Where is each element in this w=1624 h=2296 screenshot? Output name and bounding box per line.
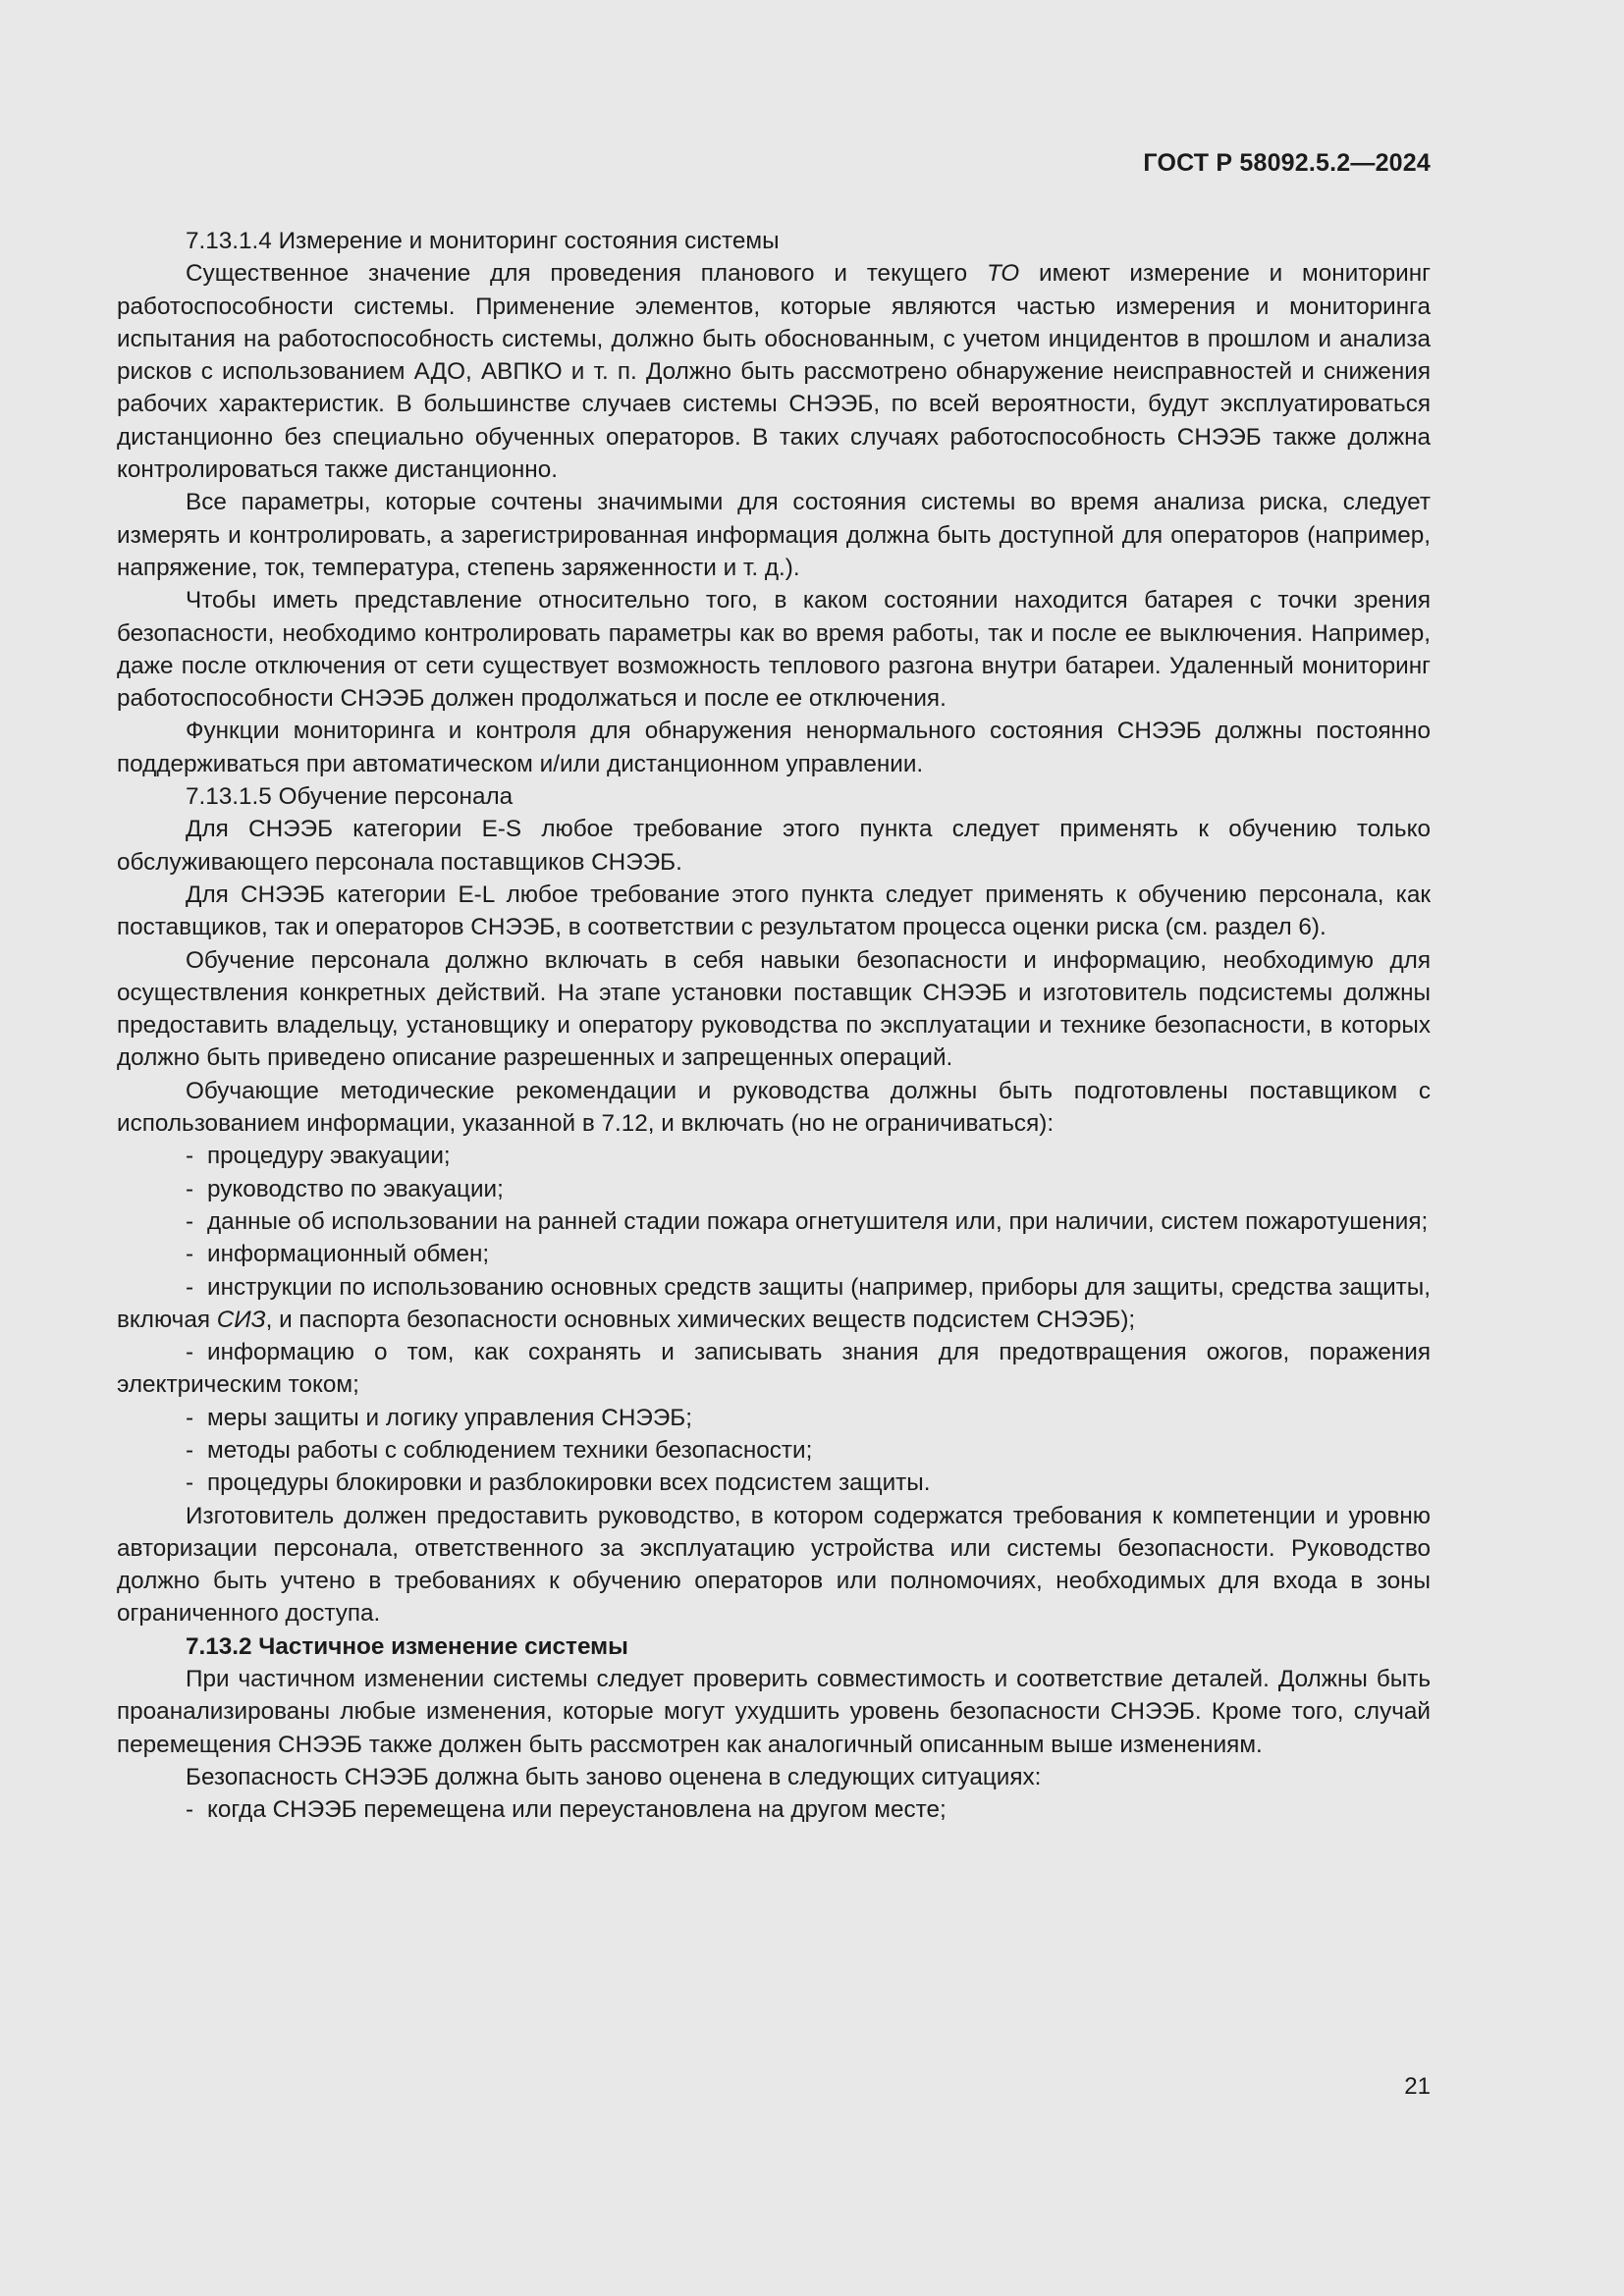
paragraph <box>117 257 1431 486</box>
section-heading-7-13-2: 7.13.2 Частичное изменение системы <box>186 1632 628 1660</box>
section-heading-7-13-1-5: 7.13.1.5 Обучение персонала <box>186 783 514 811</box>
list-dash: - <box>186 1796 194 1824</box>
list-dash: - <box>186 1273 194 1301</box>
section-heading-7-13-1-4: 7.13.1.4 Измерение и мониторинг состояния системы <box>186 228 780 254</box>
list-item-text: информационный обмен; <box>207 1241 490 1268</box>
paragraph: Чтобы иметь представление относительно того, в каком состоянии находится батарея с точки зрения безопасности, необходимо контролировать параметры как во время работы, так и после ее выключения. Например, даже после отключения от сети существует возможность теплового разгона внутри батареи. Удаленный мониторинг работоспособности СНЭЭБ должен продолжаться и после ее отключения. <box>117 587 1431 713</box>
list-item <box>117 1238 1431 1270</box>
paragraph: Для СНЭЭБ категории E-L любое требование этого пункта следует применять к обучению персонала, как поставщиков, так и операторов СНЭЭБ, в соответствии с результатом процесса оценки риска (см. раздел 6). <box>117 881 1431 941</box>
document-body <box>117 225 1431 1827</box>
list-dash: - <box>186 1436 194 1464</box>
list-item <box>117 1467 1431 1499</box>
list-dash: - <box>186 1404 194 1431</box>
list-item-text: , и паспорта безопасности основных химических веществ подсистем СНЭЭБ); <box>265 1306 1136 1333</box>
list-item-text: процедуру эвакуации; <box>207 1143 451 1170</box>
list-item-text: меры защиты и логику управления СНЭЭБ; <box>207 1404 693 1431</box>
list-item <box>117 1271 1431 1337</box>
document-id-header: ГОСТ Р 58092.5.2—2024 <box>1143 149 1431 177</box>
list-item <box>117 1336 1431 1402</box>
abbr-siz: СИЗ <box>216 1306 266 1333</box>
paragraph: Обучение персонала должно включать в себя навыки безопасности и информацию, необходимую для осуществления конкретных действий. На этапе установки поставщик СНЭЭБ и изготовитель подсистемы должны предоставить владельцу, установщику и оператору руководства по эксплуатации и технике безопасности, в которых должно быть приведено описание разрешенных и запрещенных операций. <box>117 946 1431 1072</box>
paragraph: При частичном изменении системы следует проверить совместимость и соответствие деталей. Должны быть проанализированы любые изменения, которые могут ухудшить уровень безопасности СНЭЭБ. Кроме того, случай перемещения СНЭЭБ также должен быть рассмотрен как аналогичный описанным выше изменениям. <box>117 1666 1431 1758</box>
list-item-text: когда СНЭЭБ перемещена или переустановлена на другом месте; <box>207 1796 947 1824</box>
paragraph: Все параметры, которые сочтены значимыми для состояния системы во время анализа риска, следует измерять и контролировать, а зарегистрированная информация должна быть доступной для операторов (например, напряжение, ток, температура, степень заряженности и т. д.). <box>117 489 1431 581</box>
list-item-text: информацию о том, как сохранять и записывать знания для предотвращения ожогов, поражения электрическим током; <box>117 1339 1431 1399</box>
list-item-text: инструкции по использованию основных средств защиты (например, приборы для защиты, средства защиты, включая <box>117 1273 1431 1333</box>
list-item <box>117 1173 1431 1205</box>
list-item <box>117 1434 1431 1467</box>
list-dash: - <box>186 1241 194 1268</box>
list-dash: - <box>186 1143 194 1170</box>
abbr-to: ТО <box>987 260 1020 288</box>
list-dash: - <box>186 1207 194 1235</box>
paragraph: Для СНЭЭБ категории E-S любое требование этого пункта следует применять к обучению только обслуживающего персонала поставщиков СНЭЭБ. <box>117 816 1431 876</box>
list-item-text: данные об использовании на ранней стадии пожара огнетушителя или, при наличии, систем пожаротушения; <box>207 1207 1429 1235</box>
paragraph: Изготовитель должен предоставить руководство, в котором содержатся требования к компетенции и уровню авторизации персонала, ответственного за эксплуатацию устройства или системы безопасности. Руководство должно быть учтено в требованиях к обучению операторов или полномочиях, необходимых для входа в зоны ограниченного доступа. <box>117 1502 1431 1628</box>
list-dash: - <box>186 1339 194 1366</box>
list-item <box>117 1140 1431 1172</box>
list-dash: - <box>186 1175 194 1202</box>
list-item-text: процедуры блокировки и разблокировки всех подсистем защиты. <box>207 1469 931 1497</box>
paragraph: Функции мониторинга и контроля для обнаружения ненормального состояния СНЭЭБ должны постоянно поддерживаться при автоматическом и/или дистанционном управлении. <box>117 718 1431 777</box>
page-number: 21 <box>1404 2073 1431 2100</box>
paragraph-text: имеют измерение и мониторинг работоспособности системы. Применение элементов, которые являются частью измерения и мониторинга испытания на работоспособность системы, должно быть обоснованным, с учетом инцидентов в прошлом и анализа рисков с использованием АДО, АВПКО и т. п. Должно быть рассмотрено обнаружение неисправностей и снижения рабочих характеристик. В большинстве случаев системы СНЭЭБ, по всей вероятности, будут эксплуатироваться дистанционно без специально обученных операторов. В таких случаях работоспособность СНЭЭБ также должна контролироваться также дистанционно. <box>117 260 1431 484</box>
paragraph: Безопасность СНЭЭБ должна быть заново оценена в следующих ситуациях: <box>186 1763 1042 1790</box>
list-dash: - <box>186 1469 194 1497</box>
list-item <box>117 1205 1431 1238</box>
list-item <box>117 1402 1431 1434</box>
list-item-text: методы работы с соблюдением техники безопасности; <box>207 1436 813 1464</box>
list-item <box>117 1793 1431 1826</box>
paragraph-text: Существенное значение для проведения планового и текущего <box>186 260 987 288</box>
list-item-text: руководство по эвакуации; <box>207 1175 504 1202</box>
paragraph: Обучающие методические рекомендации и руководства должны быть подготовлены поставщиком с использованием информации, указанной в 7.12, и включать (но не ограничиваться): <box>117 1077 1431 1138</box>
